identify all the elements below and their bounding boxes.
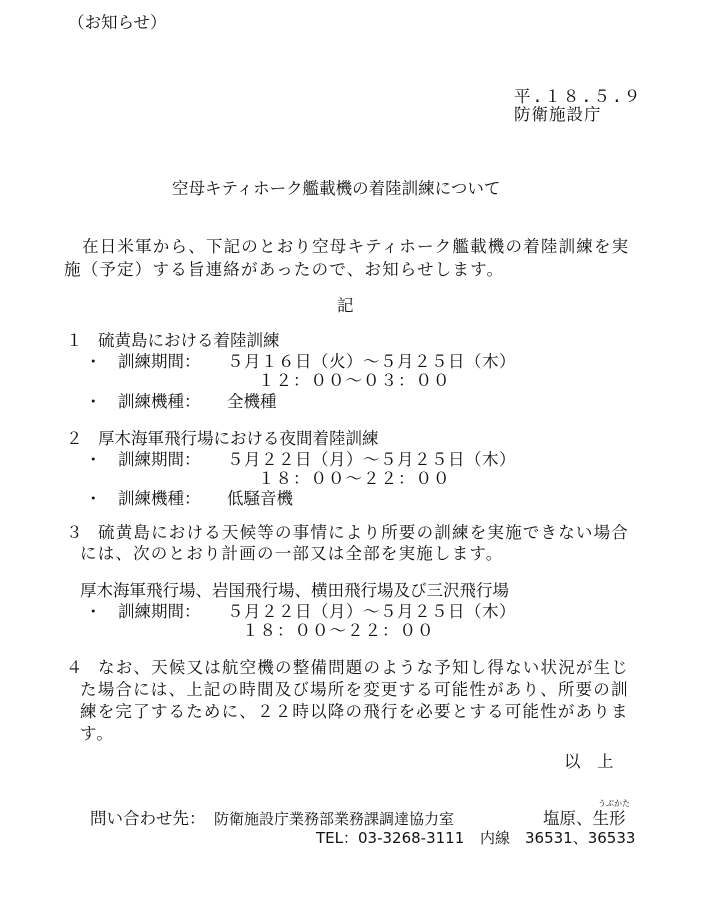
section-3-locations: 厚木海軍飛行場、岩国飛行場、横田飛行場及び三沢飛行場	[80, 581, 509, 600]
section-4-line-1: なお、天候又は航空機の整備問題のような予知し得ない状況が生じ	[98, 658, 629, 677]
section-1-period-label: ・ 訓練期間：	[85, 352, 201, 371]
intro-line-1: 在日米軍から、下記のとおり空母キティホーク艦載機の着陸訓練を実	[82, 237, 630, 256]
section-1-type-label: ・ 訓練機種：	[85, 392, 201, 411]
section-3-line-1: 硫黄島における天候等の事情により所要の訓練を実施できない場合	[98, 523, 629, 542]
section-4-line-2: た場合には、上記の時間及び場所を変更する可能性があり、所要の訓	[80, 680, 629, 699]
notice-label: （お知らせ）	[68, 13, 167, 32]
section-2-type: 低騒音機	[227, 489, 293, 508]
section-3-number: ３	[66, 523, 83, 542]
issue-date: 平.１８.５.９	[514, 87, 643, 106]
section-2-type-label: ・ 訓練機種：	[85, 489, 201, 508]
contact-office: 防衛施設庁業務部業務課調達協力室	[214, 810, 455, 828]
ki-heading: 記	[337, 296, 354, 315]
closing-ijou: 以 上	[564, 752, 614, 771]
section-1-time: １２：００～０３：００	[258, 371, 451, 390]
section-1-type: 全機種	[227, 392, 277, 411]
document-title: 空母キティホーク艦載機の着陸訓練について	[172, 179, 501, 198]
section-1-period: ５月１６日（火）～５月２５日（木）	[227, 352, 516, 371]
section-1-number: １	[66, 331, 83, 350]
intro-line-2: 施（予定）する旨連絡があったので、お知らせします。	[64, 260, 505, 279]
contact-tel: TEL：03-3268-3111	[316, 829, 465, 847]
section-2-number: ２	[66, 429, 83, 448]
section-3-time: １８：００～２２：００	[242, 621, 435, 640]
issuer-name: 防衛施設庁	[514, 105, 602, 124]
section-4-line-4: す。	[80, 724, 115, 743]
section-4-line-3: 練を完了するために、２２時以降の飛行を必要とする可能性がありま	[80, 702, 629, 721]
contact-names: 塩原、生形	[543, 809, 626, 828]
contact-extension: 内線 36531、36533	[480, 829, 636, 847]
section-3-period: ５月２２日（月）～５月２５日（木）	[227, 602, 516, 621]
section-3-line-2: には、次のとおり計画の一部又は全部を実施します。	[80, 544, 504, 563]
section-2-time: １８：００～２２：００	[258, 469, 451, 488]
section-1-heading: 硫黄島における着陸訓練	[98, 331, 280, 350]
section-2-period-label: ・ 訓練期間：	[85, 450, 201, 469]
section-3-period-label: ・ 訓練期間：	[85, 602, 201, 621]
section-4-number: ４	[66, 658, 83, 677]
section-2-period: ５月２２日（月）～５月２５日（木）	[227, 450, 516, 469]
section-2-heading: 厚木海軍飛行場における夜間着陸訓練	[98, 429, 379, 448]
contact-names-ruby: うぶかた	[598, 799, 630, 808]
contact-label: 問い合わせ先：	[90, 809, 206, 828]
